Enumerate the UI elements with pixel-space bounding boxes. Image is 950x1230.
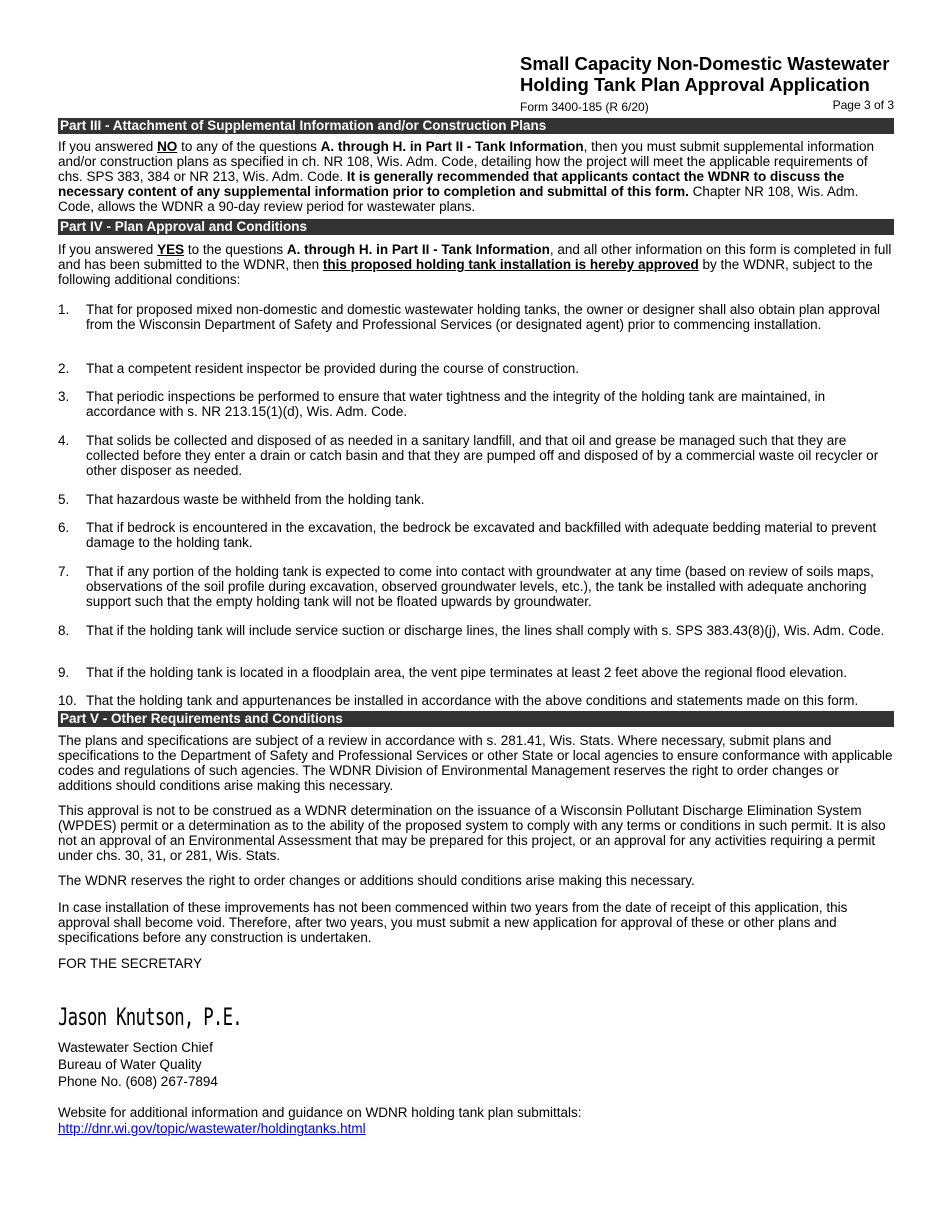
condition-item: [58, 433, 894, 478]
page-number: Page 3 of 3: [832, 98, 894, 112]
part4-questions-ref: A. through H. in Part II - Tank Information: [286, 242, 550, 257]
website-link[interactable]: http://dnr.wi.gov/topic/wastewater/holdingtanks.html: [58, 1121, 366, 1136]
part4-text-seg: by the WDNR, subject to the following additional conditions:: [58, 257, 873, 287]
condition-text: That solids be collected and disposed of as needed in a sanitary landfill, and that oil and grease be managed such that they are collected before they enter a drain or catch basin and that they are pumped off and disposed of by a commercial waste oil recycler or other disposer as needed.: [86, 433, 879, 478]
condition-text: That if the holding tank is located in a floodplain area, the vent pipe terminates at least 2 feet above the regional flood elevation.: [86, 665, 847, 680]
condition-item: [58, 623, 894, 638]
part4-intro: [58, 242, 894, 287]
signer-bureau: Bureau of Water Quality: [58, 1057, 202, 1072]
condition-item: [58, 361, 894, 376]
part3-text-seg: If you answered: [58, 139, 158, 154]
condition-number: 3.: [58, 389, 70, 404]
part5-paragraph-2: This approval is not to be construed as a WDNR determination on the issuance of a Wisconsin Pollutant Discharge Elimination System (WPDES) permit or a determination as to the ability of the proposed system to comply with any terms or conditions in such permit. It is also not an approval of an Environmental Assessment that may be prepared for this project, or an approval for any activities requiring a permit under chs. 30, 31, or 281, Wis. Stats.: [58, 803, 886, 863]
signature: Jason Knutson, P.E.: [58, 1003, 242, 1031]
signer-phone: Phone No. (608) 267-7894: [58, 1074, 218, 1089]
part4-approval-statement: this proposed holding tank installation is hereby approved: [322, 257, 699, 272]
part5-paragraph-3: The WDNR reserves the right to order changes or additions should conditions arise making this necessary.: [58, 873, 695, 888]
part3-text-seg: , then you must submit supplemental information and/or construction plans as specified in ch. NR 108, Wis. Adm. Code, detailing how the project will meet the applicable requirements of chs. SPS 383, 384 or NR 213, Wis. Adm. Code.: [58, 139, 875, 184]
part5-paragraph-1: The plans and specifications are subject of a review in accordance with s. 281.41, Wis. Stats. Where necessary, submit plans and specifications to the Department of Safety and Professional Services or other State or local agencies to ensure conformance with applicable codes and regulations of such agencies. The WDNR Division of Environmental Management reserves the right to order changes or additions should conditions arise making this necessary.: [58, 733, 893, 793]
condition-number: 1.: [58, 302, 70, 317]
form-header: [520, 53, 894, 114]
condition-text: That the holding tank and appurtenances be installed in accordance with the above conditions and statements made on this form.: [86, 693, 859, 708]
condition-item: [58, 389, 894, 419]
website-label: Website for additional information and guidance on WDNR holding tank plan submittals:: [58, 1105, 582, 1120]
form-title-line-1: Small Capacity Non-Domestic Wastewater: [520, 53, 890, 74]
part5-paragraph-4: In case installation of these improvements has not been commenced within two years from the date of receipt of this application, this approval shall become void. Therefore, after two years, you must submit a new application for approval of these or other plans and specifications before any construction is undertaken.: [58, 900, 848, 945]
website-link-wrap: [58, 1121, 894, 1136]
part4-text-seg: If you answered: [58, 242, 158, 257]
condition-item: [58, 665, 894, 680]
signer-title: Wastewater Section Chief: [58, 1040, 213, 1055]
condition-item: [58, 492, 894, 507]
part3-text: [58, 139, 894, 214]
part3-heading: Part III - Attachment of Supplemental Information and/or Construction Plans: [58, 118, 894, 134]
condition-text: That if any portion of the holding tank is expected to come into contact with groundwater at any time (based on review of soils maps, observations of the soil profile during excavation, observed groundwater levels, etc.), the tank be installed with adequate anchoring support such that the empty holding tank will not be floated upwards by groundwater.: [86, 564, 874, 609]
condition-number: 2.: [58, 361, 70, 376]
condition-number: 4.: [58, 433, 70, 448]
condition-item: [58, 564, 894, 609]
part4-yes: YES: [157, 242, 185, 257]
condition-number: 10.: [58, 693, 77, 708]
condition-item: [58, 693, 894, 708]
condition-number: 5.: [58, 492, 70, 507]
form-title-line-2: Holding Tank Plan Approval Application: [520, 74, 870, 95]
condition-number: 7.: [58, 564, 70, 579]
part3-recommendation: It is generally recommended that applicants contact the WDNR to discuss the necessary content of any supplemental information prior to completion and submittal of this form.: [58, 169, 845, 199]
part3-questions-ref: A. through H. in Part II - Tank Information: [320, 139, 584, 154]
condition-text: That for proposed mixed non-domestic and domestic wastewater holding tanks, the owner or designer shall also obtain plan approval from the Wisconsin Department of Safety and Professional Services (or designated agent) prior to commencing installation.: [86, 302, 880, 332]
part4-text-seg: , and all other information on this form is completed in full and has been submitted to the WDNR, then: [58, 242, 892, 272]
part4-heading: Part IV - Plan Approval and Conditions: [58, 219, 894, 235]
for-the-secretary: FOR THE SECRETARY: [58, 956, 203, 971]
part3-text-seg: to any of the questions: [177, 139, 321, 154]
part3-text-seg: Chapter NR 108, Wis. Adm. Code, allows the WDNR a 90-day review period for wastewater plans.: [58, 184, 859, 214]
condition-number: 8.: [58, 623, 70, 638]
form-number-line: [520, 100, 894, 114]
condition-number: 9.: [58, 665, 70, 680]
form-number: Form 3400-185 (R 6/20): [520, 100, 649, 114]
part3-no: NO: [157, 139, 178, 154]
part4-text-seg: to the questions: [184, 242, 287, 257]
condition-text: That if bedrock is encountered in the excavation, the bedrock be excavated and backfilled with adequate bedding material to prevent damage to the holding tank.: [86, 520, 877, 550]
condition-number: 6.: [58, 520, 70, 535]
condition-text: That hazardous waste be withheld from the holding tank.: [86, 492, 425, 507]
condition-text: That a competent resident inspector be provided during the course of construction.: [86, 361, 580, 376]
part5-heading: Part V - Other Requirements and Conditions: [58, 711, 894, 727]
condition-item: [58, 520, 894, 550]
condition-text: That if the holding tank will include service suction or discharge lines, the lines shall comply with s. SPS 383.43(8)(j), Wis. Adm. Code.: [86, 623, 885, 638]
condition-item: [58, 302, 894, 332]
condition-text: That periodic inspections be performed to ensure that water tightness and the integrity of the holding tank are maintained, in accordance with s. NR 213.15(1)(d), Wis. Adm. Code.: [86, 389, 826, 419]
